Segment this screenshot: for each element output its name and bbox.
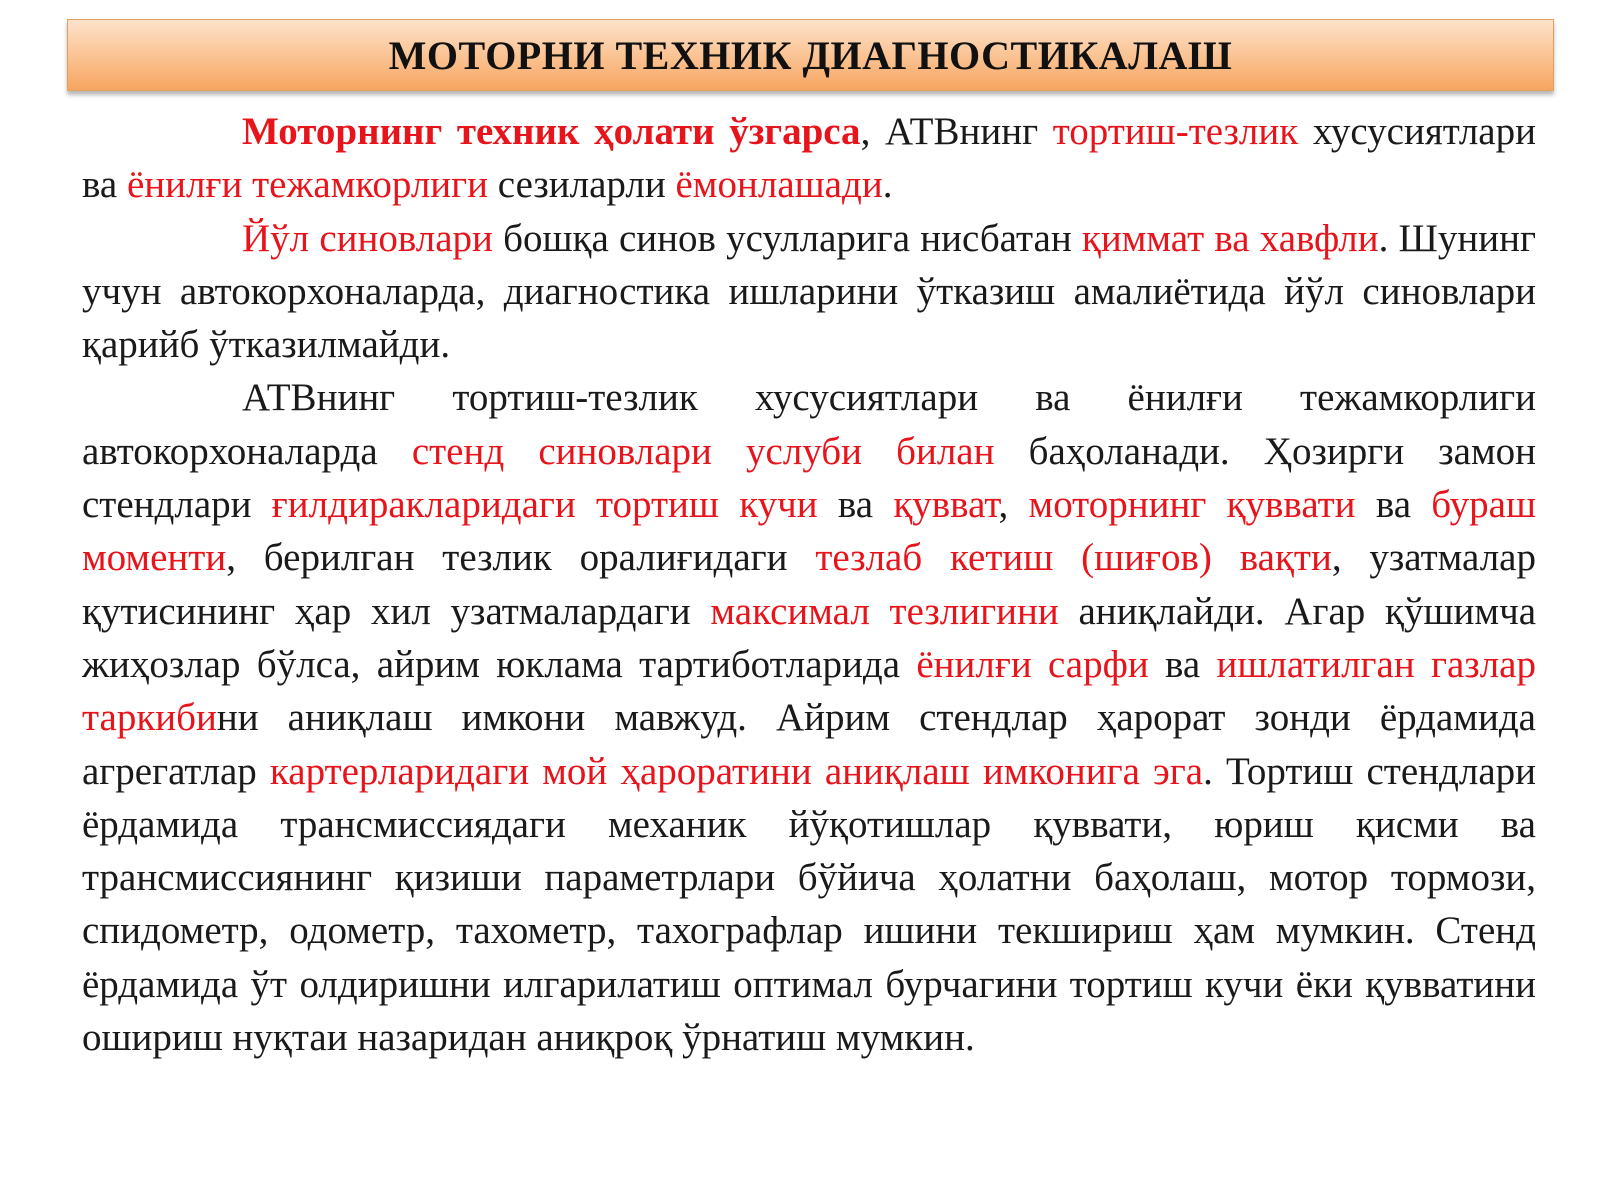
text-segment: . [882, 163, 893, 207]
text-segment: ва [1148, 642, 1217, 686]
text-segment: АТВнинг тортиш-тезлик хусусиятлари ва ёнилғи тежамкорлиги автокорхоналарда [82, 376, 1536, 473]
text-segment: , АТВнинг [860, 110, 1053, 153]
highlighted-phrase: стенд синовлари услуби билан [411, 429, 995, 473]
highlighted-phrase: қиммат ва хавфли [1081, 216, 1379, 260]
highlighted-phrase: Йўл синовлари [242, 216, 493, 260]
text-segment: ни аниқлаш имкони мавжуд. Айрим стендлар ҳарорат зонди ёрдамида агрегатлар [82, 696, 1536, 793]
highlighted-phrase: бураш моменти [82, 483, 1536, 580]
text-segment: хусусиятлари ва [82, 110, 1536, 207]
highlighted-phrase: тезлаб кетиш (шиғов) вақти [815, 536, 1332, 580]
highlighted-bold-phrase: Моторнинг техник ҳолати ўзгарса [242, 110, 861, 153]
highlighted-phrase: максимал тезлигини [710, 589, 1059, 633]
slide-title: МОТОРНИ ТЕХНИК ДИАГНОСТИКАЛАШ [388, 32, 1233, 78]
text-segment: бошқа синов усулларига нисбатан [492, 216, 1082, 260]
text-segment: , [998, 483, 1029, 527]
paragraph [82, 371, 1536, 1064]
highlighted-phrase: ишлатилган газлар таркиби [82, 642, 1536, 740]
text-segment: сезиларли [488, 163, 676, 207]
highlighted-phrase: моторнинг қуввати [1028, 483, 1356, 527]
highlighted-phrase: ёнилғи сарфи [916, 642, 1149, 686]
text-segment: , узатмалар қутисининг ҳар хил узатмалардаги [82, 536, 1536, 633]
text-segment: . Шунинг учун автокорхоналарда, диагностика ишларини ўтказиш амалиётида йўл синовлари қарийб ўтказилмайди. [82, 216, 1536, 367]
highlighted-phrase: картерларидаги мой ҳароратини аниқлаш имконига эга [269, 749, 1204, 793]
highlighted-phrase: қувват [893, 483, 999, 527]
title-banner [67, 19, 1554, 91]
text-segment: ва [1355, 483, 1432, 527]
body-text [82, 105, 1536, 1064]
paragraph [82, 105, 1536, 212]
paragraph [82, 212, 1536, 372]
highlighted-phrase: ёнилғи тежамкорлиги [126, 163, 489, 207]
text-segment: ва [817, 483, 894, 527]
text-segment: . Тортиш стендлари ёрдамида трансмиссиядаги механик йўқотишлар қуввати, юриш қисми ва трансмиссиянинг қизиши параметрлари бўйича ҳолатни баҳолаш, мотор тормози, спидометр, одометр, тахометр, тахографлар ишини текшириш ҳам мумкин. Стенд ёрдамида ўт олдиришни илгарилатиш оптимал бурчагини тортиш кучи ёки қувватини ошириш нуқтаи назаридан аниқроқ ўрнатиш мумкин. [82, 749, 1536, 1060]
highlighted-phrase: ёмонлашади [675, 163, 883, 207]
text-segment: баҳоланади. Ҳозирги замон стендлари [82, 429, 1536, 527]
text-segment: , берилган тезлик оралиғидаги [226, 536, 816, 580]
text-segment: аниқлайди. Агар қўшимча жиҳозлар бўлса, айрим юклама тартиботларида [82, 589, 1537, 686]
highlighted-phrase: ғилдиракларидаги тортиш кучи [271, 483, 818, 527]
highlighted-phrase: тортиш-тезлик [1052, 110, 1299, 153]
